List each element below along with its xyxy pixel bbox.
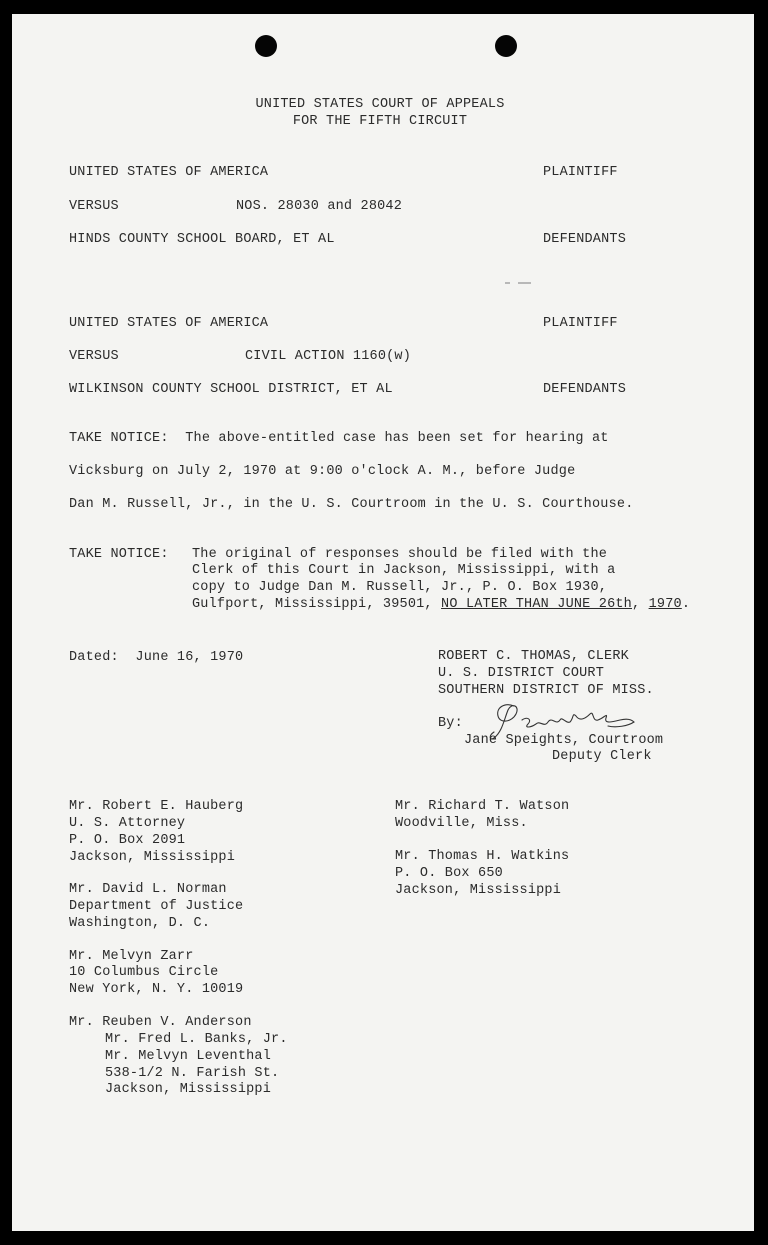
recipient-line: Mr. Thomas H. Watkins xyxy=(395,849,570,864)
dated-line: Dated: June 16, 1970 xyxy=(69,650,244,665)
recipient-line: P. O. Box 650 xyxy=(395,866,503,881)
recipient-line: New York, N. Y. 10019 xyxy=(69,982,244,997)
case1-plaintiff-party: UNITED STATES OF AMERICA xyxy=(69,165,269,180)
recipient-line: P. O. Box 2091 xyxy=(69,833,186,848)
recipient-line: Mr. Melvyn Leventhal xyxy=(105,1049,272,1064)
recipient-line: Jackson, Mississippi xyxy=(69,850,236,865)
deadline-comma: , xyxy=(631,597,649,612)
recipient-line: Mr. Richard T. Watson xyxy=(395,799,570,814)
recipient-line: Mr. Melvyn Zarr xyxy=(69,949,194,964)
case2-defendant-party: WILKINSON COUNTY SCHOOL DISTRICT, ET AL xyxy=(69,382,393,397)
signer-name: Jane Speights, Courtroom xyxy=(464,733,664,748)
recipient-line: Department of Justice xyxy=(69,899,244,914)
recipient-line: Mr. David L. Norman xyxy=(69,882,227,897)
notice2-line: Clerk of this Court in Jackson, Mississippi, with a xyxy=(192,563,616,578)
notice2-address: Gulfport, Mississippi, 39501, xyxy=(192,597,442,612)
notice2-line: copy to Judge Dan M. Russell, Jr., P. O. Box 1930, xyxy=(192,580,608,595)
deadline-text: NO LATER THAN JUNE 26th xyxy=(441,597,632,612)
recipient-line: Washington, D. C. xyxy=(69,916,211,931)
notice1-line: TAKE NOTICE: The above-entitled case has been set for hearing at xyxy=(69,431,609,446)
court-subtitle: FOR THE FIFTH CIRCUIT xyxy=(292,114,468,129)
recipient-line: Woodville, Miss. xyxy=(395,816,528,831)
notice1-line: Dan M. Russell, Jr., in the U. S. Courtroom in the U. S. Courthouse. xyxy=(69,497,634,512)
case1-numbers: NOS. 28030 and 28042 xyxy=(236,199,403,214)
notice2-line: The original of responses should be filed with the xyxy=(192,547,608,562)
recipient-line: Mr. Robert E. Hauberg xyxy=(69,799,244,814)
case1-versus: VERSUS xyxy=(69,199,119,214)
punch-hole-right xyxy=(495,35,517,57)
document-page xyxy=(12,14,754,1231)
recipient-line: U. S. Attorney xyxy=(69,816,186,831)
court-title: UNITED STATES COURT OF APPEALS xyxy=(255,97,505,112)
signer-title: Deputy Clerk xyxy=(552,749,652,764)
case2-numbers: CIVIL ACTION 1160(w) xyxy=(245,349,412,364)
recipient-line: Mr. Reuben V. Anderson xyxy=(69,1015,252,1030)
punch-hole-left xyxy=(255,35,277,57)
separator-mark xyxy=(505,282,510,284)
clerk-court: U. S. DISTRICT COURT xyxy=(438,666,605,681)
recipient-line: Jackson, Mississippi xyxy=(105,1082,272,1097)
recipient-line: 538-1/2 N. Farish St. xyxy=(105,1066,280,1081)
notice2-label: TAKE NOTICE: xyxy=(69,547,169,562)
notice1-line: Vicksburg on July 2, 1970 at 9:00 o'clock A. M., before Judge xyxy=(69,464,576,479)
by-label: By: xyxy=(438,716,463,731)
case1-plaintiff-role: PLAINTIFF xyxy=(543,165,618,180)
separator-mark xyxy=(518,282,531,284)
recipient-line: Mr. Fred L. Banks, Jr. xyxy=(105,1032,288,1047)
deadline-year: 1970 xyxy=(648,597,682,612)
case1-defendant-role: DEFENDANTS xyxy=(543,232,627,247)
case2-plaintiff-role: PLAINTIFF xyxy=(543,316,618,331)
case1-defendant-party: HINDS COUNTY SCHOOL BOARD, ET AL xyxy=(69,232,335,247)
notice2-line xyxy=(192,596,690,613)
recipient-line: Jackson, Mississippi xyxy=(395,883,562,898)
clerk-district: SOUTHERN DISTRICT OF MISS. xyxy=(438,683,654,698)
recipient-line: 10 Columbus Circle xyxy=(69,965,219,980)
case2-versus: VERSUS xyxy=(69,349,119,364)
deadline-period: . xyxy=(681,597,691,612)
case2-plaintiff-party: UNITED STATES OF AMERICA xyxy=(69,316,269,331)
clerk-name: ROBERT C. THOMAS, CLERK xyxy=(438,649,629,664)
case2-defendant-role: DEFENDANTS xyxy=(543,382,627,397)
